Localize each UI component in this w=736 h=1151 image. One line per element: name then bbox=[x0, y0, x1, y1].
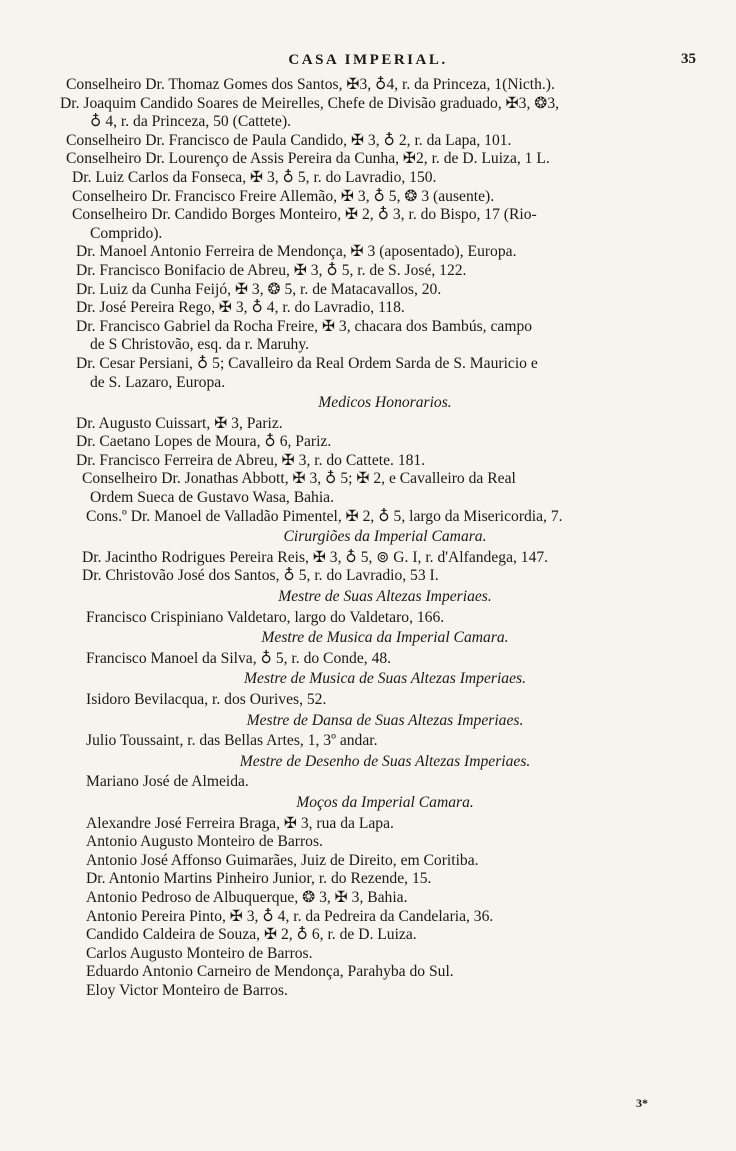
entry-line: Dr. Jacintho Rodrigues Pereira Reis, ✠ 3, ♁ 5, ⊚ G. I, r. d'Alfandega, 147. bbox=[82, 548, 549, 566]
section-heading-mocos: Moços da Imperial Camara. bbox=[296, 793, 474, 811]
entry-line: Dr. Antonio Martins Pinheiro Junior, r. do Rezende, 15. bbox=[86, 870, 432, 888]
entry-line: Dr. Caetano Lopes de Moura, ♁ 6, Pariz. bbox=[76, 433, 332, 451]
document-body bbox=[60, 76, 710, 1001]
entry-line: Dr. Augusto Cuissart, ✠ 3, Pariz. bbox=[76, 414, 283, 432]
entry-line: Antonio José Affonso Guimarães, Juiz de Direito, em Coritiba. bbox=[86, 851, 479, 869]
entry-line: Conselheiro Dr. Thomaz Gomes dos Santos, ✠3, ♁4, r. da Princeza, 1(Nicth.). bbox=[66, 76, 555, 93]
entry-line: Conselheiro Dr. Francisco de Paula Candido, ✠ 3, ♁ 2, r. da Lapa, 101. bbox=[66, 131, 512, 149]
entry-line: Conselheiro Dr. Jonathas Abbott, ✠ 3, ♁ 5; ✠ 2, e Cavalleiro da Real bbox=[82, 470, 516, 488]
entry-line: Dr. Francisco Ferreira de Abreu, ✠ 3, r. do Cattete. 181. bbox=[76, 451, 426, 469]
section-heading-desenho: Mestre de Desenho de Suas Altezas Imperiaes. bbox=[239, 752, 531, 770]
entry-line: Dr. Francisco Bonifacio de Abreu, ✠ 3, ♁ 5, r. de S. José, 122. bbox=[76, 261, 467, 279]
section-heading-mestre-altezas: Mestre de Suas Altezas Imperiaes. bbox=[278, 588, 492, 606]
running-title: CASA IMPERIAL. bbox=[288, 52, 448, 68]
entry-line: Dr. Luiz Carlos da Fonseca, ✠ 3, ♁ 5, r. do Lavradio, 150. bbox=[72, 168, 437, 186]
section-heading-medicos: Medicos Honorarios. bbox=[318, 394, 452, 412]
entry-line: Dr. Luiz da Cunha Feijó, ✠ 3, ❂ 5, r. de Matacavallos, 20. bbox=[76, 280, 442, 298]
signature-mark: 3* bbox=[636, 1096, 648, 1110]
entry-line: Conselheiro Dr. Francisco Freire Allemão, ✠ 3, ♁ 5, ❂ 3 (ausente). bbox=[72, 187, 495, 205]
entry-line: Candido Caldeira de Souza, ✠ 2, ♁ 6, r. de D. Luiza. bbox=[86, 926, 417, 944]
entry-continuation: Ordem Sueca de Gustavo Wasa, Bahia. bbox=[90, 489, 334, 507]
entry-line: Dr. Manoel Antonio Ferreira de Mendonça, ✠ 3 (aposentado), Europa. bbox=[76, 243, 517, 261]
entry-line: Antonio Pereira Pinto, ✠ 3, ♁ 4, r. da Pedreira da Candelaria, 36. bbox=[86, 907, 494, 925]
entry-continuation: de S. Lazaro, Europa. bbox=[90, 373, 226, 391]
entry-line: Julio Toussaint, r. das Bellas Artes, 1, 3º andar. bbox=[86, 732, 378, 750]
entry-line: Isidoro Bevilacqua, r. dos Ourives, 52. bbox=[86, 691, 327, 708]
entry-line: Francisco Manoel da Silva, ♁ 5, r. do Conde, 48. bbox=[86, 649, 392, 667]
section-heading-dansa: Mestre de Dansa de Suas Altezas Imperiaes. bbox=[246, 711, 524, 729]
entry-continuation: de S Christovão, esq. da r. Maruhy. bbox=[90, 336, 310, 354]
entry-line: Dr. Francisco Gabriel da Rocha Freire, ✠ 3, chacara dos Bambús, campo bbox=[76, 317, 533, 335]
entry-line: Eloy Victor Monteiro de Barros. bbox=[86, 981, 288, 999]
entry-line: Alexandre José Ferreira Braga, ✠ 3, rua da Lapa. bbox=[86, 814, 394, 832]
page-number: 35 bbox=[681, 51, 696, 67]
entry-line: Francisco Crispiniano Valdetaro, largo do Valdetaro, 166. bbox=[86, 608, 445, 626]
entry-line: Dr. José Pereira Rego, ✠ 3, ♁ 4, r. do Lavradio, 118. bbox=[76, 299, 405, 317]
entry-line: Conselheiro Dr. Lourenço de Assis Pereira da Cunha, ✠2, r. de D. Luiza, 1 L. bbox=[66, 150, 550, 168]
entry-line: Cons.º Dr. Manoel de Valladão Pimentel, ✠ 2, ♁ 5, largo da Misericordia, 7. bbox=[86, 507, 563, 525]
entry-line: Antonio Augusto Monteiro de Barros. bbox=[86, 833, 323, 851]
entry-line: Dr. Cesar Persiani, ♁ 5; Cavalleiro da Real Ordem Sarda de S. Mauricio e bbox=[76, 354, 538, 372]
entry-continuation: ♁ 4, r. da Princeza, 50 (Cattete). bbox=[90, 113, 292, 131]
entry-line: Dr. Joaquim Candido Soares de Meirelles, Chefe de Divisão graduado, ✠3, ❂3, bbox=[60, 94, 560, 112]
section-heading-cirurgioes: Cirurgiões da Imperial Camara. bbox=[283, 528, 487, 546]
section-heading-musica-altezas: Mestre de Musica de Suas Altezas Imperiaes. bbox=[244, 670, 526, 688]
entry-line: Mariano José de Almeida. bbox=[86, 773, 249, 791]
entry-line: Carlos Augusto Monteiro de Barros. bbox=[86, 944, 313, 962]
entry-line: Conselheiro Dr. Candido Borges Monteiro, ✠ 2, ♁ 3, r. do Bispo, 17 (Rio- bbox=[72, 206, 537, 224]
entry-continuation: Comprido). bbox=[90, 224, 163, 242]
entry-line: Antonio Pedroso de Albuquerque, ❂ 3, ✠ 3, Bahia. bbox=[86, 888, 408, 906]
entry-line: Dr. Christovão José dos Santos, ♁ 5, r. do Lavradio, 53 I. bbox=[82, 567, 439, 585]
entry-line: Eduardo Antonio Carneiro de Mendonça, Parahyba do Sul. bbox=[86, 963, 454, 981]
section-heading-musica-camara: Mestre de Musica da Imperial Camara. bbox=[261, 629, 509, 647]
page-header bbox=[0, 48, 736, 74]
